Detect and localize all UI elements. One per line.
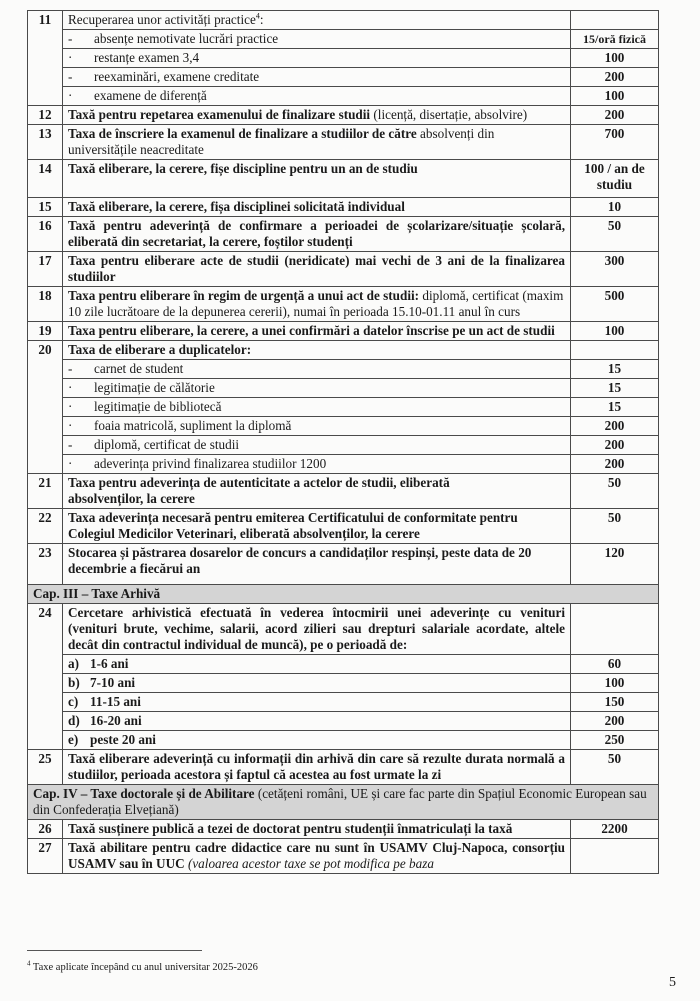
footnote: $^4$ Taxe aplicate începând cu anul universitar 2025-2026: [27, 959, 258, 973]
table-row-13: [28, 125, 659, 160]
sub-row: [28, 398, 659, 417]
sub-item-label: · legitimație de călătorie: [63, 379, 571, 398]
row-number: 19: [28, 322, 63, 341]
row-description: Cercetare arhivistică efectuată în vederea întocmirii unei adeverințe cu venituri (venituri brute, vechime, salarii, acord zilieri sau drepturi salariale acordate, altele decât din contractul individual de muncă), pe o perioadă de:: [63, 604, 571, 655]
row-value: 50: [571, 750, 659, 785]
row-value: [571, 341, 659, 360]
sub-row: [28, 87, 659, 106]
sub-item-label: · legitimație de bibliotecă: [63, 398, 571, 417]
sub-item-label: d) 16-20 ani: [63, 712, 571, 731]
sub-item-label: · examene de diferență: [63, 87, 571, 106]
sub-item-label: - reexaminări, examene creditate: [63, 68, 571, 87]
table-row-19: [28, 322, 659, 341]
row-number: 21: [28, 474, 63, 509]
page-number: 5: [669, 975, 676, 990]
sub-row: [28, 712, 659, 731]
sub-row: [28, 417, 659, 436]
row-description: Taxa pentru eliberare, la cerere, a unei confirmări a datelor înscrise pe un act de studii: [63, 322, 571, 341]
sub-item-label: · restanțe examen 3,4: [63, 49, 571, 68]
sub-row: [28, 693, 659, 712]
table-row-20: [28, 341, 659, 360]
row-value: 100 / an de studiu: [571, 160, 659, 198]
row-number: 26: [28, 820, 63, 839]
sub-item-value: 200: [571, 712, 659, 731]
row-number: 14: [28, 160, 63, 198]
fees-table: [27, 10, 659, 874]
row-description: Taxă eliberare adeverință cu informații din arhivă din care să rezulte durata normală a studiilor, perioada acestora și faptul că acestea au fost urmate la zi: [63, 750, 571, 785]
row-description: Taxa de înscriere la examenul de finalizare a studiilor de către absolvenți din universitățile neacreditate: [63, 125, 571, 160]
sub-item-value: 200: [571, 417, 659, 436]
row-number: 13: [28, 125, 63, 160]
sub-item-value: 15/oră fizică: [571, 30, 659, 49]
row-description: Taxa pentru eliberare acte de studii (neridicate) mai vechi de 3 ani de la finalizarea studiilor: [63, 252, 571, 287]
table-row-26: [28, 820, 659, 839]
row-value: 700: [571, 125, 659, 160]
row-description: Taxă pentru adeverință de confirmare a perioadei de școlarizare/situație școlară, eliberată din secretariat, la cerere, foștilor studenți: [63, 217, 571, 252]
row-description: Recuperarea unor activități practice$^4$:: [63, 11, 571, 30]
table-row-23: [28, 544, 659, 585]
sub-item-value: 100: [571, 87, 659, 106]
sub-item-value: 15: [571, 360, 659, 379]
row-description: Taxa de eliberare a duplicatelor:: [63, 341, 571, 360]
sub-item-label: · adeverința privind finalizarea studiilor 1200: [63, 455, 571, 474]
table-row-14: [28, 160, 659, 198]
sub-item-value: 200: [571, 436, 659, 455]
sub-item-value: 100: [571, 49, 659, 68]
row-value: 2200: [571, 820, 659, 839]
sub-row: [28, 674, 659, 693]
sub-row: [28, 68, 659, 87]
section-title: Cap. IV – Taxe doctorale și de Abilitare (cetățeni români, UE și care fac parte din Spațiul Economic European sau din Confederația Elvețiană): [28, 785, 659, 820]
row-description: Taxa pentru eliberare în regim de urgență a unui act de studii: diplomă, certificat (maxim 10 zile lucrătoare de la depunerea cererii), numai în perioada 15.10-01.11 anul în curs: [63, 287, 571, 322]
row-value: 500: [571, 287, 659, 322]
row-number: 20: [28, 341, 63, 474]
row-value: [571, 11, 659, 30]
row-value: 50: [571, 509, 659, 544]
section-heading-cap-iv: [28, 785, 659, 820]
table-row-27: [28, 839, 659, 874]
sub-item-value: 100: [571, 674, 659, 693]
table-row-11: [28, 11, 659, 30]
table-row-17: [28, 252, 659, 287]
table-row-16: [28, 217, 659, 252]
section-heading-cap-iii: [28, 585, 659, 604]
sub-row: [28, 455, 659, 474]
sub-row: [28, 655, 659, 674]
row-description: Taxă abilitare pentru cadre didactice care nu sunt în USAMV Cluj-Napoca, consorțiu USAMV sau în UUC (valoarea acestor taxe se pot modifica pe baza: [63, 839, 571, 874]
row-number: 15: [28, 198, 63, 217]
sub-item-value: 15: [571, 398, 659, 417]
sub-item-label: - absențe nemotivate lucrări practice: [63, 30, 571, 49]
table-row-24: [28, 604, 659, 655]
row-number: 23: [28, 544, 63, 585]
row-number: 18: [28, 287, 63, 322]
sub-item-label: e) peste 20 ani: [63, 731, 571, 750]
table-row-25: [28, 750, 659, 785]
row-value: 300: [571, 252, 659, 287]
footnote-divider: [27, 950, 202, 951]
row-value: 100: [571, 322, 659, 341]
sub-item-label: · foaia matricolă, supliment la diplomă: [63, 417, 571, 436]
sub-item-value: 60: [571, 655, 659, 674]
row-value: 50: [571, 217, 659, 252]
row-value: 10: [571, 198, 659, 217]
table-row-15: [28, 198, 659, 217]
row-value: 120: [571, 544, 659, 585]
row-value: [571, 604, 659, 655]
row-value: 200: [571, 106, 659, 125]
section-title: Cap. III – Taxe Arhivă: [28, 585, 659, 604]
sub-item-value: 200: [571, 455, 659, 474]
sub-item-label: - carnet de student: [63, 360, 571, 379]
sub-item-value: 15: [571, 379, 659, 398]
row-description: Taxă eliberare, la cerere, fișa disciplinei solicitată individual: [63, 198, 571, 217]
row-number: 22: [28, 509, 63, 544]
footnote-ref: 4: [255, 11, 260, 21]
sub-item-value: 200: [571, 68, 659, 87]
sub-item-label: - diplomă, certificat de studii: [63, 436, 571, 455]
row-number: 16: [28, 217, 63, 252]
sub-item-value: 250: [571, 731, 659, 750]
row-value: [571, 839, 659, 874]
table-row-21: [28, 474, 659, 509]
row-number: 27: [28, 839, 63, 874]
sub-item-value: 150: [571, 693, 659, 712]
row-description: Taxă susținere publică a tezei de doctorat pentru studenții înmatriculați la taxă: [63, 820, 571, 839]
row-number: 17: [28, 252, 63, 287]
sub-row: [28, 360, 659, 379]
sub-item-label: a) 1-6 ani: [63, 655, 571, 674]
row-number: 25: [28, 750, 63, 785]
row-number: 24: [28, 604, 63, 750]
row-number: 12: [28, 106, 63, 125]
row-description: Taxă eliberare, la cerere, fișe discipline pentru un an de studiu: [63, 160, 571, 198]
row-description: Stocarea și păstrarea dosarelor de concurs a candidaților respinși, peste data de 20 decembrie a fiecărui an: [63, 544, 571, 585]
row-description: Taxă pentru repetarea examenului de finalizare studii (licență, disertație, absolvire): [63, 106, 571, 125]
sub-row: [28, 49, 659, 68]
table-row-18: [28, 287, 659, 322]
table-row-12: [28, 106, 659, 125]
row-description: Taxa adeverința necesară pentru emiterea Certificatului de conformitate pentru Colegiul Medicilor Veterinari, eliberată absolvenților, la cerere: [63, 509, 571, 544]
sub-row: [28, 731, 659, 750]
sub-row: [28, 30, 659, 49]
sub-row: [28, 436, 659, 455]
sub-item-label: c) 11-15 ani: [63, 693, 571, 712]
table-row-22: [28, 509, 659, 544]
row-value: 50: [571, 474, 659, 509]
row-number: 11: [28, 11, 63, 106]
sub-item-label: b) 7-10 ani: [63, 674, 571, 693]
row-description: Taxa pentru adeverința de autenticitate a actelor de studii, eliberată absolvenților, la cerere: [63, 474, 571, 509]
sub-row: [28, 379, 659, 398]
